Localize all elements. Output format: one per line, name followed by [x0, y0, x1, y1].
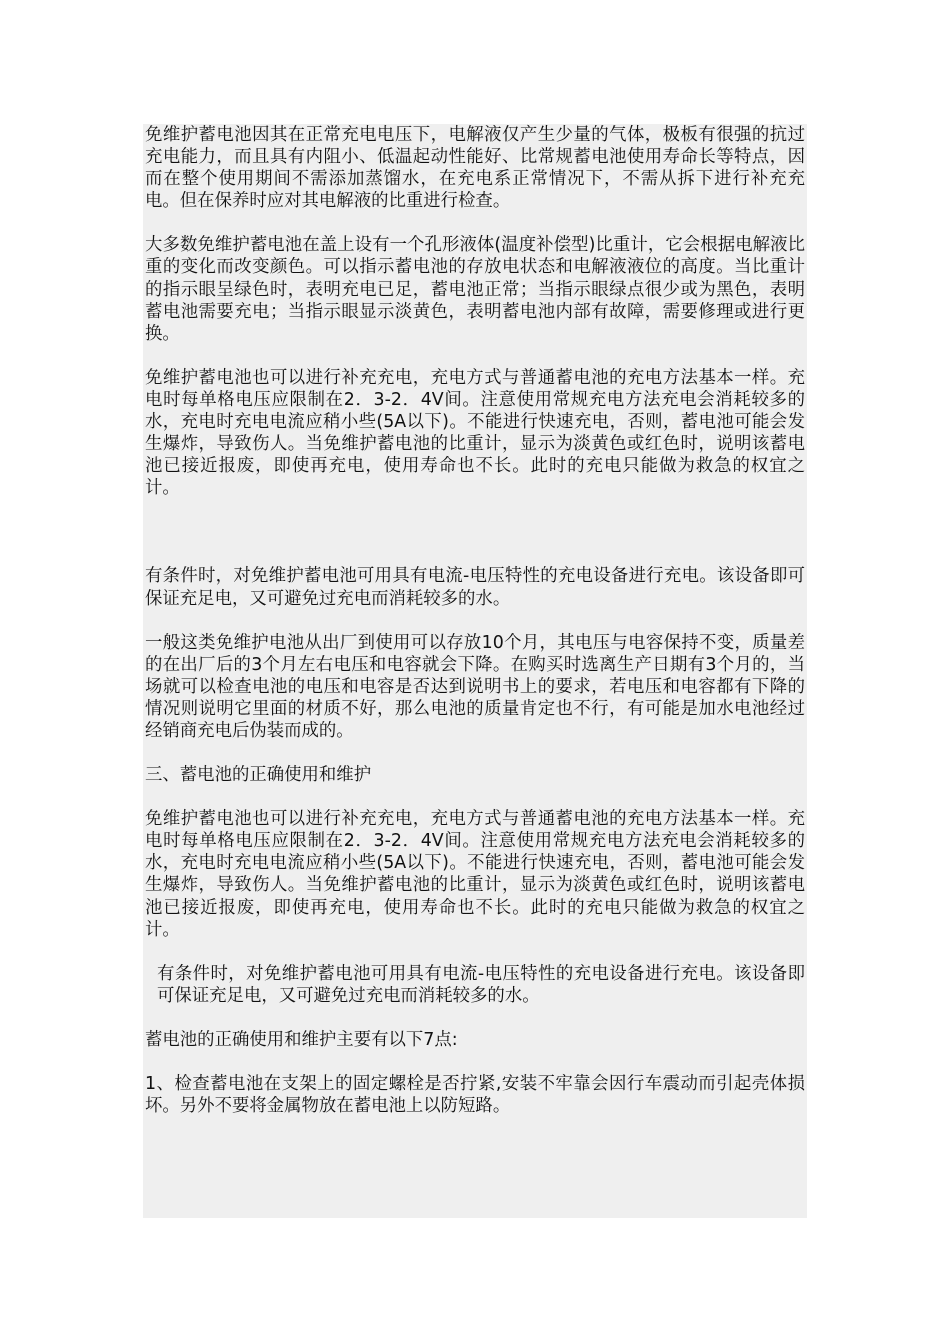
- paragraph-seven-points-intro: 蓄电池的正确使用和维护主要有以下7点:: [145, 1029, 458, 1050]
- list-item-point-1: 1、检查蓄电池在支架上的固定螺栓是否拧紧,安装不牢靠会因行车震动而引起壳体损坏。另外不要将金属物放在蓄电池上以防短路。: [145, 1074, 805, 1117]
- paragraph-supplementary-charging-repeat: 免维护蓄电池也可以进行补充充电，充电方式与普通蓄电池的充电方法基本一样。充电时每单格电压应限制在2．3-2．4V间。注意使用常规充电方法充电会消耗较多的水，充电时充电电流应稍小些(5A以下)。不能进行快速充电，否则，蓄电池可能会发生爆炸，导致伤人。当免维护蓄电池的比重计，显示为淡黄色或红色时，说明该蓄电池已接近报废，即使再充电，使用寿命也不长。此时的充电只能做为救急的权宜之计。: [145, 809, 805, 940]
- paragraph-hydrometer-indicator: 大多数免维护蓄电池在盖上设有一个孔形液体(温度补偿型)比重计，它会根据电解液比重的变化而改变颜色。可以指示蓄电池的存放电状态和电解液液位的高度。当比重计的指示眼呈绿色时，表明充电已足，蓄电池正常；当指示眼绿点很少或为黑色，表明蓄电池需要充电；当指示眼显示淡黄色，表明蓄电池内部有故障，需要修理或进行更换。: [145, 235, 805, 344]
- paragraph-storage-and-quality: 一般这类免维护电池从出厂到使用可以存放10个月，其电压与电容保持不变，质量差的在出厂后的3个月左右电压和电容就会下降。在购买时选离生产日期有3个月的，当场就可以检查电池的电压和电容是否达到说明书上的要求，若电压和电容都有下降的情况则说明它里面的材质不好，那么电池的质量肯定也不行，有可能是加水电池经过经销商充电后伪装而成的。: [145, 632, 805, 741]
- document-body: [143, 124, 807, 1218]
- section-heading-usage-and-maintenance: 三、蓄电池的正确使用和维护: [145, 765, 372, 786]
- paragraph-current-voltage-charger-repeat: 有条件时，对免维护蓄电池可用具有电流-电压特性的充电设备进行充电。该设备即可保证充足电，又可避免过充电而消耗较多的水。: [157, 963, 805, 1006]
- paragraph-supplementary-charging: 免维护蓄电池也可以进行补充充电，充电方式与普通蓄电池的充电方法基本一样。充电时每单格电压应限制在2．3-2．4V间。注意使用常规充电方法充电会消耗较多的水，充电时充电电流应稍小些(5A以下)。不能进行快速充电，否则，蓄电池可能会发生爆炸，导致伤人。当免维护蓄电池的比重计，显示为淡黄色或红色时，说明该蓄电池已接近报废，即使再充电，使用寿命也不长。此时的充电只能做为救急的权宜之计。: [145, 367, 805, 499]
- paragraph-current-voltage-charger: 有条件时，对免维护蓄电池可用具有电流-电压特性的充电设备进行充电。该设备即可保证充足电，又可避免过充电而消耗较多的水。: [145, 566, 805, 609]
- paragraph-maintenance-free-battery-intro: 免维护蓄电池因其在正常充电电压下，电解液仅产生少量的气体，极板有很强的抗过充电能力，而且具有内阻小、低温起动性能好、比常规蓄电池使用寿命长等特点，因而在整个使用期间不需添加蒸馏水，在充电系正常情况下，不需从拆下进行补充充电。但在保养时应对其电解液的比重进行检查。: [145, 125, 805, 212]
